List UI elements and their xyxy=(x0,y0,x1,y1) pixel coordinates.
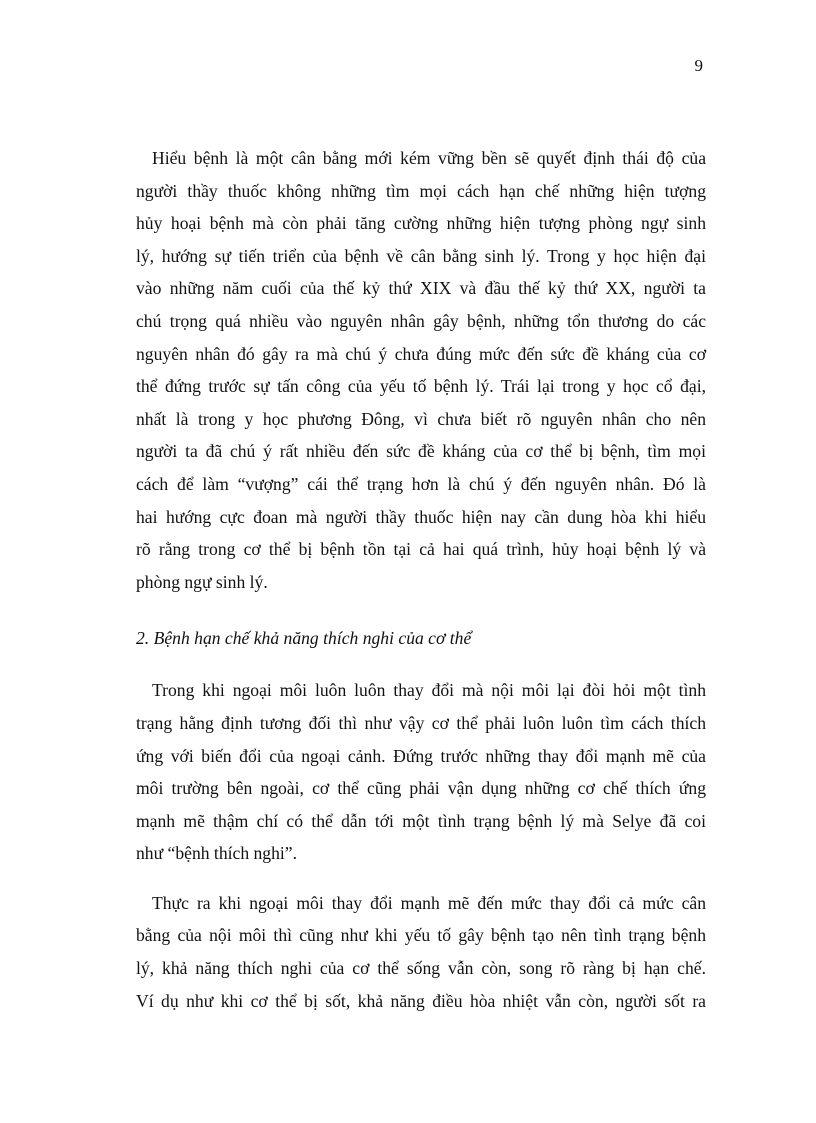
text-line: thể đứng trước sự tấn công của yếu tố bệnh lý. Trái lại trong y học cổ đại, xyxy=(136,376,706,397)
section-heading: 2. Bệnh hạn chế khả năng thích nghi của cơ thể xyxy=(136,628,472,649)
text-line: nhất là trong y học phương Đông, vì chưa biết rõ nguyên nhân cho nên xyxy=(136,408,706,429)
text-line: trạng hằng định tương đối thì như vậy cơ thể phải luôn luôn tìm cách thích xyxy=(136,712,706,733)
text-line: lý, khả năng thích nghi của cơ thể sống vẫn còn, song rõ ràng bị hạn chế. xyxy=(136,958,706,979)
paragraph-3 xyxy=(136,887,706,1017)
text-line: nguyên nhân đó gây ra mà chú ý chưa đúng mức đến sức đề kháng của cơ xyxy=(136,343,706,364)
text-line: mạnh mẽ thậm chí có thể dẫn tới một tình trạng bệnh lý mà Selye đã coi xyxy=(136,810,706,831)
text-line: bằng của nội môi thì cũng như khi yếu tố gây bệnh tạo nên tình trạng bệnh xyxy=(136,925,706,946)
text-line: Hiểu bệnh là một cân bằng mới kém vững bền sẽ quyết định thái độ của xyxy=(152,148,706,168)
text-line: rõ rằng trong cơ thể bị bệnh tồn tại cả hai quá trình, hủy hoại bệnh lý và xyxy=(136,539,706,560)
text-line: như “bệnh thích nghi”. xyxy=(136,843,297,864)
text-line: Trong khi ngoại môi luôn luôn thay đổi mà nội môi lại đòi hỏi một tình xyxy=(152,680,706,701)
text-line: người ta đã chú ý rất nhiều đến sức đề kháng của cơ thể bị bệnh, tìm mọi xyxy=(136,441,706,462)
text-line: phòng ngự sinh lý. xyxy=(136,571,268,592)
text-line: vào những năm cuối của thế kỷ thứ XIX và đầu thế kỷ thứ XX, người ta xyxy=(136,278,706,299)
paragraph-1 xyxy=(136,142,706,598)
text-line: Ví dụ như khi cơ thể bị sốt, khả năng điều hòa nhiệt vẫn còn, người sốt ra xyxy=(136,990,706,1011)
text-line: môi trường bên ngoài, cơ thể cũng phải vận dụng những cơ chế thích ứng xyxy=(136,778,706,799)
text-line: cách để làm “vượng” cái thể trạng hơn là chú ý đến nguyên nhân. Đó là xyxy=(136,473,706,494)
text-line: lý, hướng sự tiến triển của bệnh về cân bằng sinh lý. Trong y học hiện đại xyxy=(136,245,706,266)
page-number: 9 xyxy=(694,56,703,75)
text-line: người thầy thuốc không những tìm mọi cách hạn chế những hiện tượng xyxy=(136,180,706,201)
text-line: Thực ra khi ngoại môi thay đổi mạnh mẽ đến mức thay đổi cả mức cân xyxy=(152,892,706,913)
text-line: ứng với biến đổi của ngoại cảnh. Đứng trước những thay đổi mạnh mẽ của xyxy=(136,745,706,766)
text-line: chú trọng quá nhiều vào nguyên nhân gây bệnh, những tổn thương do các xyxy=(136,310,706,331)
text-line: hai hướng cực đoan mà người thầy thuốc hiện nay cần dung hòa khi hiểu xyxy=(136,506,706,527)
paragraph-2 xyxy=(136,674,706,870)
document-body xyxy=(136,142,706,1017)
text-line: hủy hoại bệnh mà còn phải tăng cường những hiện tượng phòng ngự sinh xyxy=(136,213,706,234)
